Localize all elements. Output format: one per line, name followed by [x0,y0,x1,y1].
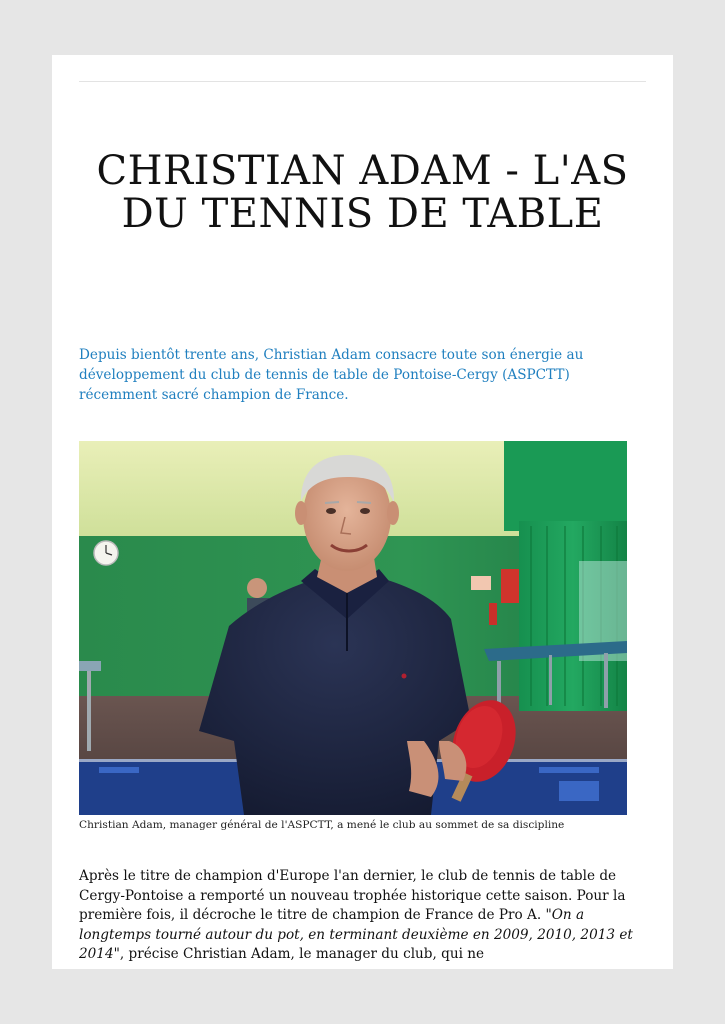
article-page [52,55,673,969]
article-body [79,867,639,965]
article-lead: Depuis bientôt trente ans, Christian Adam consacre toute son énergie au développement du club de tennis de table de Pontoise-Cergy (ASPCTT) récemment sacré champion de France. [79,347,584,403]
article-photo [79,441,627,815]
body-text-continued: ", précise Christian Adam, le manager du club, qui ne [113,946,485,962]
article-title: CHRISTIAN ADAM - L'AS DU TENNIS DE TABLE [96,148,629,237]
body-quote: "On a longtemps tourné autour du pot, en terminant deuxième en 2009, 2010, 2013 et 2014 [79,907,633,962]
photo-caption: Christian Adam, manager général de l'ASPCTT, a mené le club au sommet de sa discipline [79,819,565,831]
body-text-intro: Après le titre de champion d'Europe l'an dernier, le club de tennis de table de Cergy-Pontoise a remporté un nouveau trophée historique cette saison. Pour la première fois, il décroche le titre de champion de France de Pro A. [79,868,626,923]
top-divider [79,81,646,82]
